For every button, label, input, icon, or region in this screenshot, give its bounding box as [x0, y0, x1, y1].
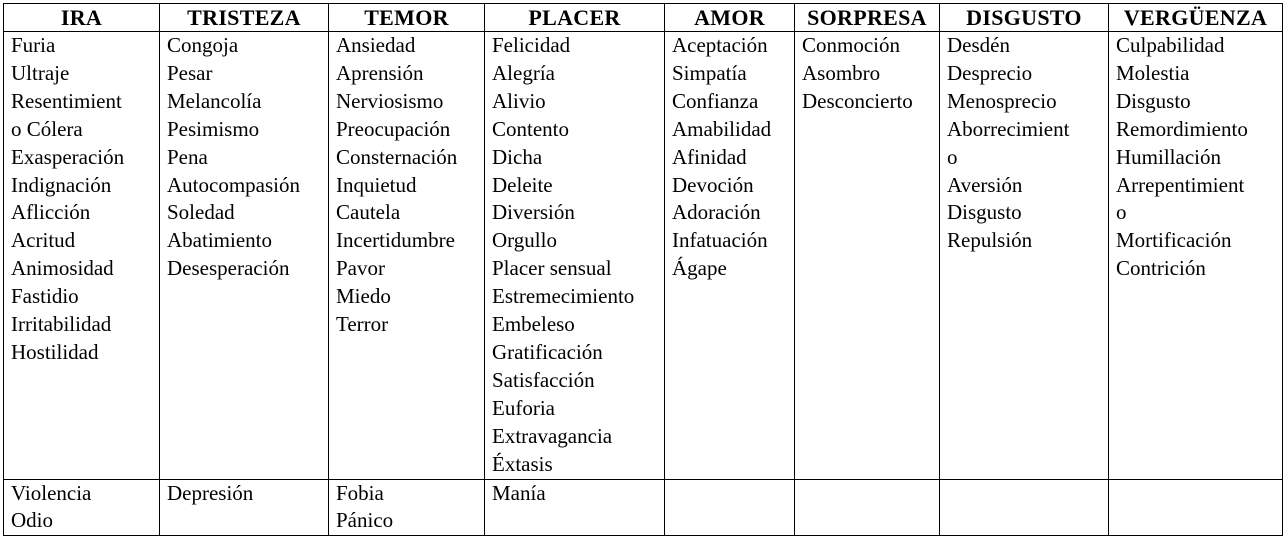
- header-row: [4, 4, 1283, 32]
- col-header-tristeza: TRISTEZA: [160, 4, 329, 32]
- emotion-list-sorpresa: [802, 32, 939, 116]
- emotion-word: Ultraje: [11, 60, 70, 85]
- emotion-word: Euforia: [492, 395, 555, 420]
- emotion-word: Manía: [492, 480, 546, 505]
- emotion-word: Conmoción: [802, 33, 900, 57]
- extreme-list-tristeza: [167, 480, 328, 508]
- extreme-list-placer: [492, 480, 664, 508]
- emotion-word: Violencia: [11, 480, 92, 505]
- emotion-word: Arrepentimient: [1116, 172, 1245, 197]
- emotion-word: Fobia: [336, 480, 384, 505]
- emotion-word: Cautela: [336, 200, 401, 225]
- emotions-cell: [1109, 32, 1283, 480]
- emotion-word: Culpabilidad: [1116, 33, 1225, 57]
- emotion-word: Desconcierto: [802, 88, 913, 113]
- emotion-word: Ansiedad: [336, 33, 416, 57]
- emotion-word: Molestia: [1116, 60, 1190, 85]
- emotion-list-amor: [672, 32, 794, 283]
- emotion-word: Congoja: [167, 33, 239, 57]
- emotion-word: Desprecio: [947, 60, 1033, 85]
- col-header-ira: IRA: [4, 4, 160, 32]
- emotion-list-tristeza: [167, 32, 328, 283]
- emotions-cell: [940, 32, 1109, 480]
- emotion-word: Contrición: [1116, 256, 1206, 281]
- emotion-word: Indignación: [11, 172, 112, 197]
- emotion-word: Aceptación: [672, 33, 768, 57]
- emotion-word: Pánico: [336, 508, 394, 533]
- extreme-cell: [329, 479, 485, 536]
- emotion-word: Felicidad: [492, 33, 571, 57]
- col-header-placer: PLACER: [485, 4, 665, 32]
- emotion-word: Disgusto: [1116, 88, 1191, 113]
- emotion-word: Inquietud: [336, 172, 417, 197]
- emotion-word: o: [947, 144, 958, 169]
- col-header-verguenza: VERGÜENZA: [1109, 4, 1283, 32]
- emotion-word: Embeleso: [492, 312, 575, 337]
- extreme-cell: [795, 479, 940, 536]
- extreme-cell: [940, 479, 1109, 536]
- emotions-table: [3, 3, 1283, 536]
- emotion-word: Acritud: [11, 228, 76, 253]
- emotion-word: Pavor: [336, 256, 385, 281]
- emotion-list-verguenza: [1116, 32, 1282, 283]
- col-header-sorpresa: SORPRESA: [795, 4, 940, 32]
- emotions-cell: [485, 32, 665, 480]
- emotions-cell: [160, 32, 329, 480]
- extreme-cell: [4, 479, 160, 536]
- emotion-word: Nerviosismo: [336, 88, 444, 113]
- emotion-word: Incertidumbre: [336, 228, 455, 253]
- emotion-word: Remordimiento: [1116, 116, 1248, 141]
- emotion-word: Adoración: [672, 200, 761, 225]
- emotion-word: Infatuación: [672, 228, 768, 253]
- col-header-amor: AMOR: [665, 4, 795, 32]
- emotions-cell: [665, 32, 795, 480]
- emotion-word: Deleite: [492, 172, 553, 197]
- col-header-temor: TEMOR: [329, 4, 485, 32]
- emotion-word: Terror: [336, 312, 389, 337]
- emotion-list-temor: [336, 32, 484, 339]
- emotion-word: Melancolía: [167, 88, 262, 113]
- emotion-word: Miedo: [336, 284, 391, 309]
- emotion-word: Alegría: [492, 60, 555, 85]
- emotion-word: Alivio: [492, 88, 546, 113]
- emotion-list-placer: [492, 32, 664, 479]
- emotions-cell: [329, 32, 485, 480]
- emotion-word: Disgusto: [947, 200, 1022, 225]
- emotion-word: Placer sensual: [492, 256, 612, 281]
- emotion-word: Mortificación: [1116, 228, 1232, 253]
- extreme-cell: [665, 479, 795, 536]
- emotion-word: Orgullo: [492, 228, 557, 253]
- emotion-word: Pesimismo: [167, 116, 260, 141]
- emotion-word: Irritabilidad: [11, 312, 112, 337]
- extreme-cell: [485, 479, 665, 536]
- emotion-word: Estremecimiento: [492, 284, 635, 309]
- emotion-word: Autocompasión: [167, 172, 300, 197]
- emotion-word: Confianza: [672, 88, 759, 113]
- emotion-word: Odio: [11, 508, 53, 533]
- emotion-word: Depresión: [167, 480, 254, 505]
- emotion-word: Resentimient: [11, 88, 122, 113]
- emotion-word: Éxtasis: [492, 451, 553, 476]
- emotion-word: Humillación: [1116, 144, 1221, 169]
- emotion-word: Satisfacción: [492, 367, 595, 392]
- emotion-word: Extravagancia: [492, 423, 613, 448]
- extreme-list-temor: [336, 480, 484, 536]
- emotion-word: Animosidad: [11, 256, 114, 281]
- emotion-word: Asombro: [802, 60, 881, 85]
- emotion-list-ira: [11, 32, 159, 367]
- emotion-word: Aversión: [947, 172, 1023, 197]
- emotion-word: Menosprecio: [947, 88, 1057, 113]
- emotion-word: Pena: [167, 144, 208, 169]
- emotion-word: Aflicción: [11, 200, 91, 225]
- emotion-word: Diversión: [492, 200, 575, 225]
- emotion-word: Pesar: [167, 60, 213, 85]
- emotion-word: Consternación: [336, 144, 458, 169]
- emotion-word: Amabilidad: [672, 116, 772, 141]
- emotion-word: Aborrecimient: [947, 116, 1070, 141]
- emotion-list-disgusto: [947, 32, 1108, 255]
- extreme-row: [4, 479, 1283, 536]
- emotion-word: Ágape: [672, 256, 727, 281]
- emotion-word: Desdén: [947, 33, 1010, 57]
- emotion-word: o: [1116, 200, 1127, 225]
- emotion-word: Abatimiento: [167, 228, 272, 253]
- emotion-word: Devoción: [672, 172, 754, 197]
- extreme-cell: [1109, 479, 1283, 536]
- emotion-word: Soledad: [167, 200, 235, 225]
- emotion-word: Afinidad: [672, 144, 747, 169]
- col-header-disgusto: DISGUSTO: [940, 4, 1109, 32]
- extreme-cell: [160, 479, 329, 536]
- emotion-word: Furia: [11, 33, 56, 57]
- emotion-word: Aprensión: [336, 60, 424, 85]
- emotion-word: Simpatía: [672, 60, 747, 85]
- emotion-word: Desesperación: [167, 256, 290, 281]
- emotions-cell: [4, 32, 160, 480]
- emotion-word: Gratificación: [492, 339, 603, 364]
- emotions-cell: [795, 32, 940, 480]
- extreme-list-ira: [11, 480, 159, 536]
- emotion-word: Fastidio: [11, 284, 79, 309]
- emotions-row: [4, 32, 1283, 480]
- emotion-word: o Cólera: [11, 116, 83, 141]
- emotion-word: Exasperación: [11, 144, 125, 169]
- emotion-word: Dicha: [492, 144, 543, 169]
- emotion-word: Preocupación: [336, 116, 451, 141]
- emotion-word: Hostilidad: [11, 339, 99, 364]
- emotion-word: Contento: [492, 116, 569, 141]
- emotion-word: Repulsión: [947, 228, 1033, 253]
